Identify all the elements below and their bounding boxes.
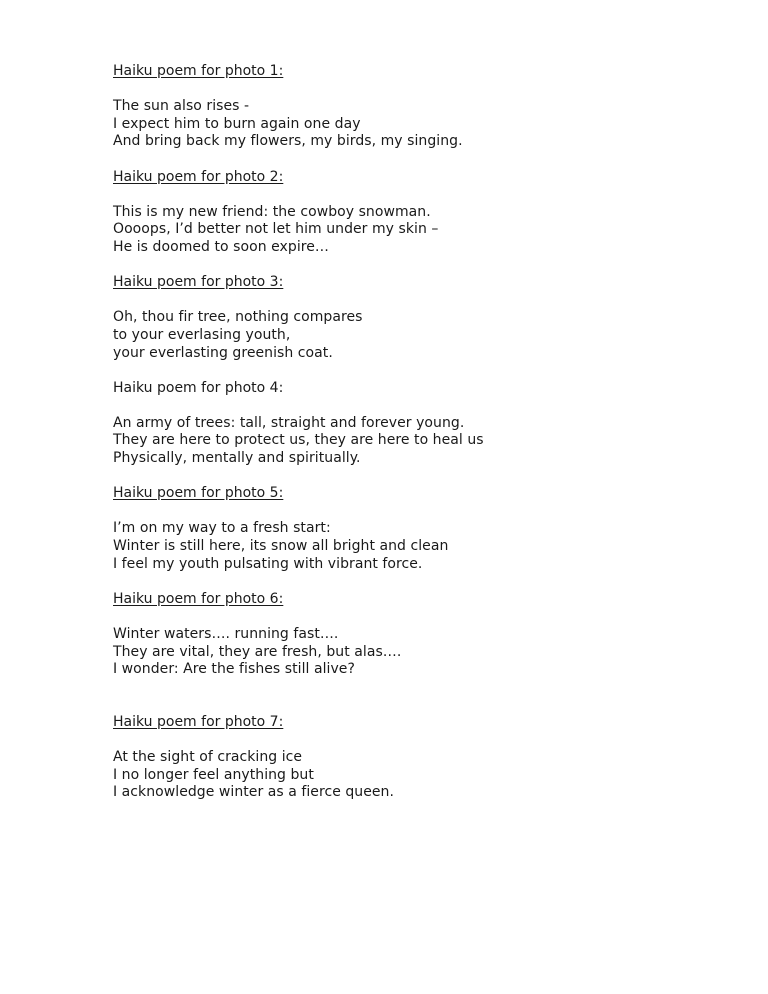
poem-line: Oooops, I’d better not let him under my skin – bbox=[113, 221, 439, 238]
poem-section-6 bbox=[113, 591, 733, 714]
poem-line: I no longer feel anything but bbox=[113, 766, 314, 783]
poem-line: He is doomed to soon expire… bbox=[113, 238, 329, 255]
poem-line: I wonder: Are the fishes still alive? bbox=[113, 661, 355, 678]
poem-heading: Haiku poem for photo 6: bbox=[113, 590, 284, 607]
poem-section-3 bbox=[113, 274, 733, 380]
poem-heading: Haiku poem for photo 4: bbox=[113, 379, 284, 396]
poem-line: They are vital, they are fresh, but alas…. bbox=[113, 643, 402, 660]
poem-section-5 bbox=[113, 485, 733, 591]
poem-heading: Haiku poem for photo 1: bbox=[113, 63, 284, 79]
poem-line: They are here to protect us, they are here to heal us bbox=[113, 432, 484, 449]
poem-line: I acknowledge winter as a fierce queen. bbox=[113, 784, 394, 801]
poem-heading: Haiku poem for photo 5: bbox=[113, 485, 284, 502]
poem-section-7 bbox=[113, 714, 733, 802]
poem-heading: Haiku poem for photo 7: bbox=[113, 713, 284, 730]
poem-line: Winter waters…. running fast…. bbox=[113, 626, 339, 642]
poem-line: I expect him to burn again one day bbox=[113, 115, 361, 132]
poem-line: At the sight of cracking ice bbox=[113, 749, 303, 766]
poem-line: Winter is still here, its snow all bright and clean bbox=[113, 538, 449, 555]
document-page bbox=[113, 63, 733, 802]
poem-line: I feel my youth pulsating with vibrant force. bbox=[113, 555, 423, 572]
poem-line: An army of trees: tall, straight and forever young. bbox=[113, 414, 465, 431]
poem-line: I’m on my way to a fresh start: bbox=[113, 520, 331, 537]
poem-section-2 bbox=[113, 169, 733, 275]
poem-line: This is my new friend: the cowboy snowman. bbox=[113, 203, 431, 220]
poem-line: Physically, mentally and spiritually. bbox=[113, 450, 361, 467]
poem-section-4 bbox=[113, 380, 733, 486]
poem-line: The sun also rises - bbox=[113, 98, 250, 115]
poem-line: to your everlasing youth, bbox=[113, 326, 291, 343]
poem-heading: Haiku poem for photo 3: bbox=[113, 274, 284, 291]
poem-line: Oh, thou fir tree, nothing compares bbox=[113, 309, 363, 326]
poem-line: And bring back my flowers, my birds, my singing. bbox=[113, 133, 463, 150]
poem-heading: Haiku poem for photo 2: bbox=[113, 168, 284, 185]
poem-line: your everlasting greenish coat. bbox=[113, 344, 333, 361]
poem-section-1 bbox=[113, 63, 733, 169]
